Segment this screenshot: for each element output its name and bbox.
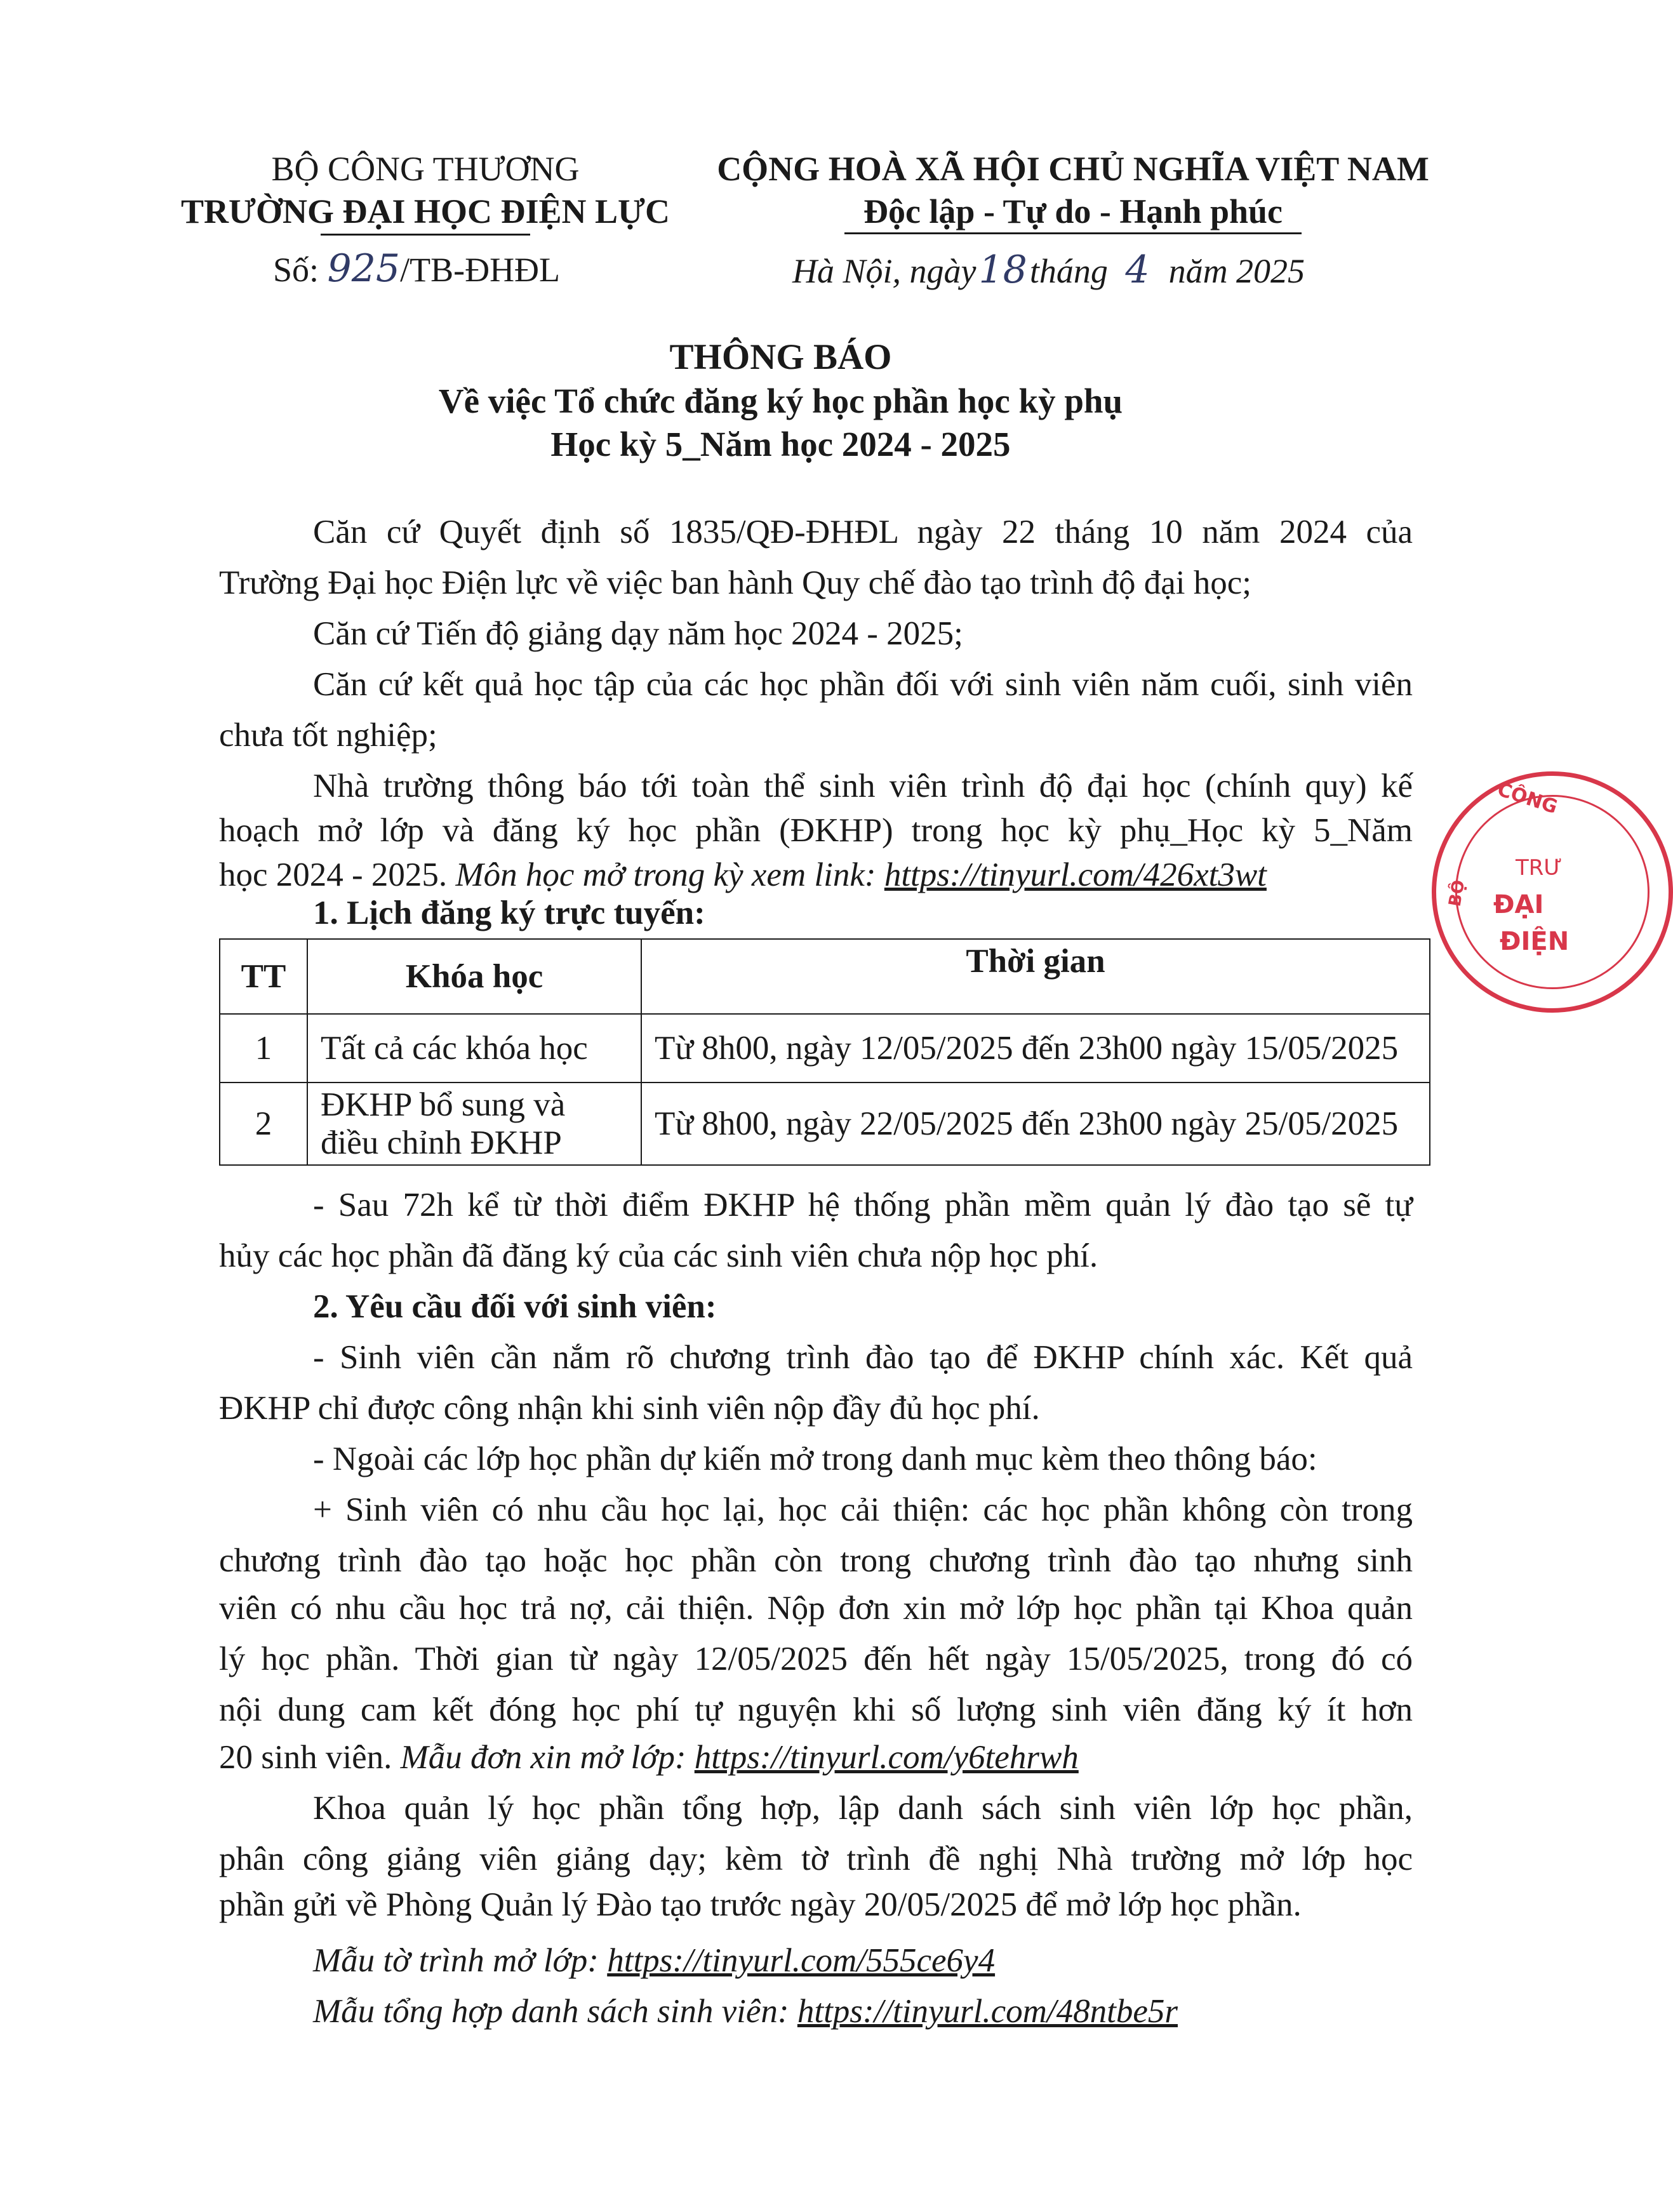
submission-form-label: Mẫu tờ trình mở lớp: [313,1942,599,1979]
student-list-form-link[interactable]: https://tinyurl.com/48ntbe5r [797,1993,1178,2030]
date-month-label: tháng [1029,252,1108,290]
req-line-2: ĐKHP chỉ được công nhận khi sinh viên nộp đầy đủ học phí. [219,1390,1040,1427]
row-1-course: Tất cả các khóa học [307,1014,641,1083]
row-2-course-line-1: ĐKHP bổ sung và [321,1086,566,1123]
intro-line-3: Căn cứ Tiến độ giảng dạy năm học 2024 - 2025; [313,615,963,652]
school-underline [321,234,530,236]
req-line-4: + Sinh viên có nhu cầu học lại, học cải thiện: các học phần không còn trong [313,1491,1413,1528]
submission-form-link[interactable]: https://tinyurl.com/555ce6y4 [607,1942,996,1979]
doc-subtitle-1: Về việc Tổ chức đăng ký học phần học kỳ phụ [438,382,1123,420]
row-2-course [307,1083,641,1165]
row-2-time: Từ 8h00, ngày 22/05/2025 đến 23h00 ngày 25/05/2025 [641,1083,1430,1165]
application-form-label: Mẫu đơn xin mở lớp: [400,1739,686,1776]
application-form-link[interactable]: https://tinyurl.com/y6tehrwh [694,1739,1079,1776]
date-month-handwritten: 4 [1125,248,1150,292]
doc-subtitle-2: Học kỳ 5_Năm học 2024 - 2025 [550,425,1011,463]
req-line-8: nội dung cam kết đóng học phí tự nguyện khi số lượng sinh viên đăng ký ít hơn [219,1691,1413,1728]
registration-schedule-table [219,938,1430,1166]
intro-line-2: Trường Đại học Điện lực về việc ban hành Quy chế đào tạo trình độ đại học; [219,564,1251,601]
student-list-form-label: Mẫu tổng hợp danh sách sinh viên: [313,1993,789,2030]
doc-number-handwritten: 925 [327,246,401,291]
table-header-row [220,939,1430,1014]
row-1-tt: 1 [220,1014,307,1083]
col-header-time: Thời gian [641,939,1430,1014]
req-line-13 [313,1935,1507,1986]
req-line-11: phân công giảng viên giảng dạy; kèm tờ trình đề nghị Nhà trường mở lớp học [219,1841,1413,1877]
table-row [220,1083,1430,1165]
req-line-10: Khoa quản lý học phần tổng hợp, lập danh sách sinh viên lớp học phần, [313,1790,1413,1827]
motto-underline [844,232,1302,234]
col-header-course: Khóa học [307,939,641,1014]
stamp-text-1: TRƯ [1516,855,1563,881]
req-line-7: lý học phần. Thời gian từ ngày 12/05/2025 đến hết ngày 15/05/2025, trong đó có [219,1641,1413,1677]
table-row [220,1014,1430,1083]
req-line-5: chương trình đào tạo hoặc học phần còn trong chương trình đào tạo nhưng sinh [219,1542,1413,1579]
ministry-name: BỘ CÔNG THƯƠNG [271,150,580,188]
motto-text: Độc lập - Tự do - Hạnh phúc [863,192,1283,230]
doc-number-suffix: /TB-ĐHĐL [400,251,561,289]
req-line-6: viên có nhu cầu học trả nợ, cải thiện. Nộp đơn xin mở lớp học phần tại Khoa quản [219,1590,1413,1627]
stamp-text-3: ĐIỆN [1500,927,1570,956]
section-1-heading: 1. Lịch đăng ký trực tuyến: [313,895,705,931]
req-line-9 [219,1732,1413,1783]
row-1-time: Từ 8h00, ngày 12/05/2025 đến 23h00 ngày 15/05/2025 [641,1014,1430,1083]
row-2-course-line-2: điều chỉnh ĐKHP [321,1124,562,1161]
courses-link-label: Môn học mở trong kỳ xem link: [455,856,876,893]
intro-line-8-text: học 2024 - 2025. [219,856,448,893]
req-line-1: - Sinh viên cần nắm rõ chương trình đào tạo để ĐKHP chính xác. Kết quả [313,1339,1413,1376]
req-line-9-text: 20 sinh viên. [219,1739,392,1776]
intro-line-6: Nhà trường thông báo tới toàn thể sinh viên trình độ đại học (chính quy) kế [313,768,1413,804]
school-name-text: TRƯỜNG ĐẠI HỌC ĐIỆN LỰC [180,192,670,230]
courses-link[interactable]: https://tinyurl.com/426xt3wt [884,856,1267,893]
doc-number-prefix: Số: [273,251,319,289]
nation-name: CỘNG HOÀ XÃ HỘI CHỦ NGHĨA VIỆT NAM [717,150,1429,188]
intro-line-7: hoạch mở lớp và đăng ký học phần (ĐKHP) trong học kỳ phụ_Học kỳ 5_Năm [219,812,1413,849]
req-line-12: phần gửi về Phòng Quản lý Đào tạo trước ngày 20/05/2025 để mở lớp học phần. [219,1886,1302,1923]
date-year: năm 2025 [1168,252,1305,290]
national-motto [686,192,1460,234]
section-2-heading: 2. Yêu cầu đối với sinh viên: [313,1288,717,1325]
intro-line-4: Căn cứ kết quả học tập của các học phần đối với sinh viên năm cuối, sinh viên [313,666,1413,703]
issue-date [792,248,1305,292]
note-line-2: hủy các học phần đã đăng ký của các sinh viên chưa nộp học phí. [219,1237,1098,1274]
req-line-3: - Ngoài các lớp học phần dự kiến mở trong danh mục kèm theo thông báo: [313,1441,1317,1477]
stamp-text-2: ĐẠI [1493,890,1544,919]
stamp-text-top: CÔNG [1494,778,1561,819]
note-line-1: - Sau 72h kể từ thời điểm ĐKHP hệ thống phần mềm quản lý đào tạo sẽ tự [313,1187,1413,1223]
row-2-tt: 2 [220,1083,307,1165]
school-name [165,192,686,236]
date-place: Hà Nội, ngày [792,252,976,290]
intro-line-1: Căn cứ Quyết định số 1835/QĐ-ĐHĐL ngày 22 tháng 10 năm 2024 của [313,514,1413,550]
intro-line-5: chưa tốt nghiệp; [219,717,437,754]
stamp-text-left: BỘ [1445,878,1469,909]
doc-title: THÔNG BÁO [669,337,892,377]
req-line-14 [313,1986,1507,2037]
col-header-tt: TT [220,939,307,1014]
date-day-handwritten: 18 [978,248,1027,292]
document-number [273,246,560,291]
